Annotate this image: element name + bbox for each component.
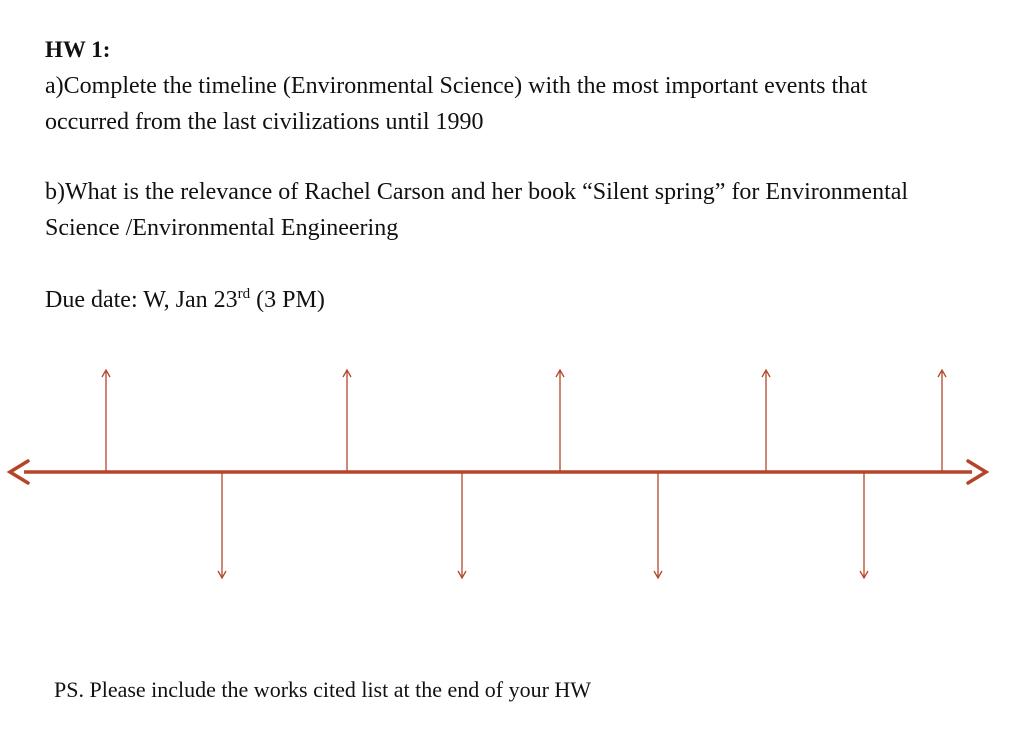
timeline-up-arrow	[102, 370, 110, 472]
question-b-line-2: Science /Environmental Engineering	[45, 215, 399, 241]
homework-title: HW 1:	[45, 37, 111, 62]
timeline-down-arrow	[218, 472, 226, 578]
timeline-down-arrow	[458, 472, 466, 578]
ps-note: PS. Please include the works cited list at the end of your HW	[54, 677, 592, 702]
due-date-text: Due date: W, Jan 23	[45, 287, 238, 313]
question-a-line-1: a)Complete the timeline (Environmental Science) with the most important events that	[45, 73, 868, 99]
timeline-up-arrow	[556, 370, 564, 472]
due-date-time: (3 PM)	[250, 287, 325, 313]
question-b-line-1: b)What is the relevance of Rachel Carson and her book “Silent spring” for Environmental	[45, 179, 909, 205]
timeline-up-arrow	[343, 370, 351, 472]
timeline-branches	[102, 370, 946, 578]
timeline-up-arrow	[938, 370, 946, 472]
timeline-down-arrow	[654, 472, 662, 578]
timeline-up-arrow	[762, 370, 770, 472]
due-date-ordinal: rd	[237, 286, 251, 302]
question-a-line-2: occurred from the last civilizations until 1990	[45, 109, 484, 135]
timeline-down-arrow	[860, 472, 868, 578]
timeline-main-axis	[10, 461, 986, 483]
